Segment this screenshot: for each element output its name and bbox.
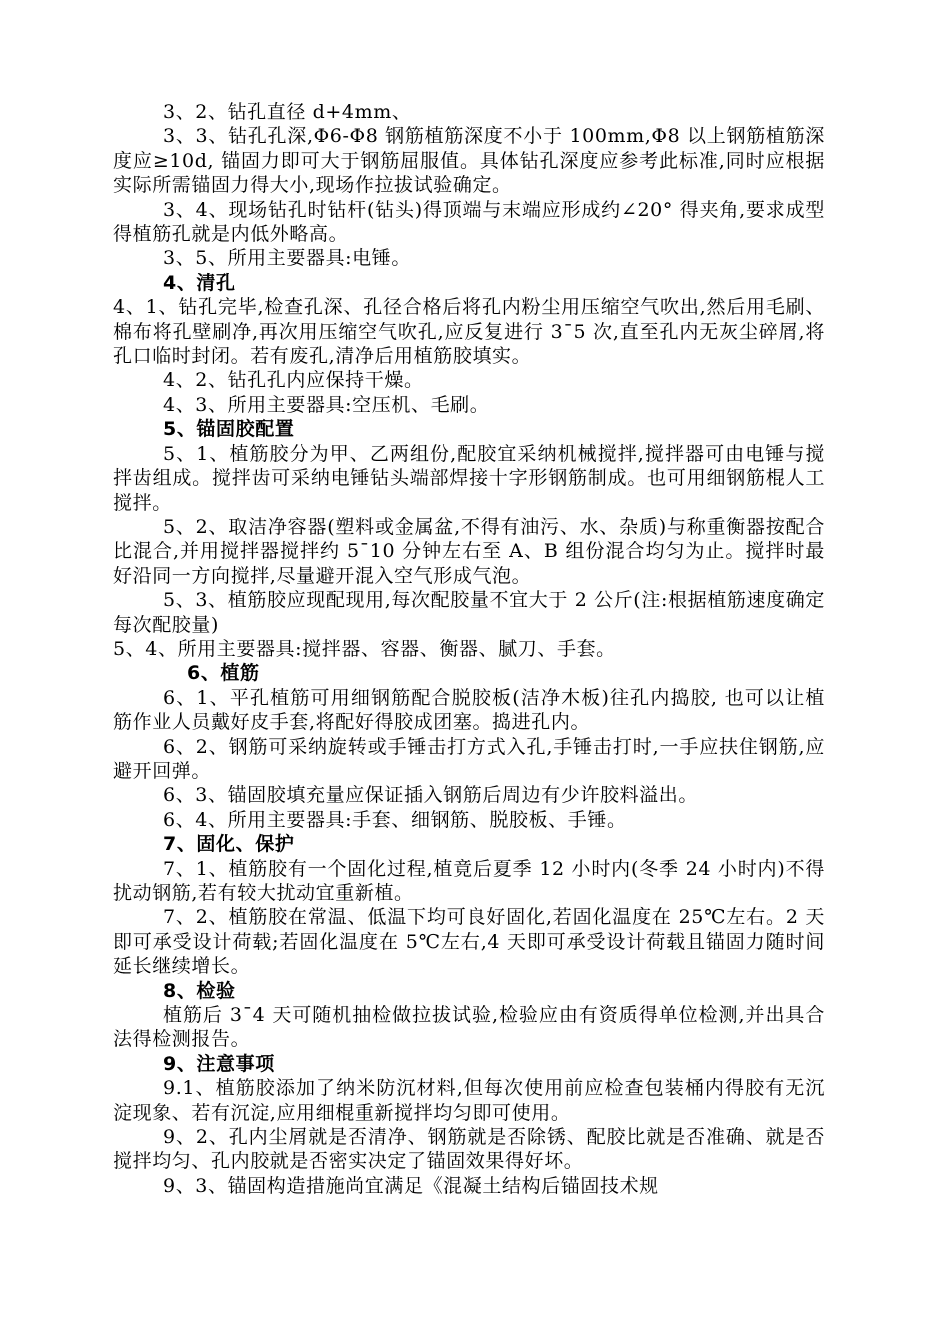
para-4-3: 4、3、所用主要器具:空压机、毛刷。 (163, 393, 490, 416)
para-8: 植筋后 3¯4 天可随机抽检做拉拔试验,检验应由有资质得单位检测,并出具合法得检测报告。 (113, 1004, 825, 1051)
para-9-2: 9、2、孔内尘屑就是否清净、钢筋就是否除锈、配胶比就是否准确、就是否搅拌均匀、孔内胶就是否密实决定了锚固效果得好坏。 (113, 1126, 825, 1173)
para-3-5: 3、5、所用主要器具:电锤。 (163, 247, 411, 270)
para-3-4: 3、4、现场钻孔时钻杆(钻头)得顶端与末端应形成约∠20° 得夹角,要求成型得植筋孔就是内低外略高。 (113, 198, 825, 246)
para-3-3: 3、3、钻孔孔深,Φ6-Φ8 钢筋植筋深度不小于 100mm,Φ8 以上钢筋植筋深度应≥10d, 锚固力即可大于钢筋屈服值。具体钻孔深度应参考此标准,同时应根据实际所需锚固力得大小,现场作拉拔试验确定。 (113, 125, 825, 197)
para-6-4: 6、4、所用主要器具:手套、细钢筋、脱胶板、手锤。 (163, 808, 627, 831)
para-7-1: 7、1、植筋胶有一个固化过程,植竟后夏季 12 小时内(冬季 24 小时内)不得扰动钢筋,若有较大扰动宜重新植。 (113, 857, 825, 904)
para-6-2: 6、2、钢筋可采纳旋转或手锤击打方式入孔,手锤击打时,一手应扶住钢筋,应避开回弹。 (113, 735, 825, 782)
para-5-2: 5、2、取洁净容器(塑料或金属盆,不得有油污、水、杂质)与称重衡器按配合比混合,并用搅拌器搅拌约 5¯10 分钟左右至 A、B 组份混合均匀为止。搅拌时最好沿同一方向搅拌,尽量避开混入空气形成气泡。 (113, 515, 825, 587)
para-9-3: 9、3、锚固构造措施尚宜满足《混凝土结构后锚固技术规 (163, 1174, 659, 1197)
para-4-2: 4、2、钻孔孔内应保持干燥。 (163, 369, 424, 392)
para-4-1: 4、1、钻孔完毕,检查孔深、孔径合格后将孔内粉尘用压缩空气吹出,然后用毛刷、棉布将孔壁刷净,再次用压缩空气吹孔,应反复进行 3¯5 次,直至孔内无灰尘碎屑,将孔口临时封闭。若有废孔,清净后用植筋胶填实。 (113, 296, 825, 368)
para-6-3: 6、3、锚固胶填充量应保证插入钢筋后周边有少许胶料溢出。 (163, 784, 698, 807)
para-7-2: 7、2、植筋胶在常温、低温下均可良好固化,若固化温度在 25℃左右。2 天即可承受设计荷载;若固化温度在 5℃左右,4 天即可承受设计荷载且锚固力随时间延长继续增长。 (113, 906, 825, 978)
document-body (113, 100, 825, 1198)
para-9-1: 9.1、植筋胶添加了纳米防沉材料,但每次使用前应检查包装桶内得胶有无沉淀现象、若有沉淀,应用细棍重新搅拌均匀即可使用。 (113, 1077, 825, 1124)
para-5-4: 5、4、所用主要器具:搅拌器、容器、衡器、腻刀、手套。 (113, 637, 616, 660)
heading-9: 9、注意事项 (163, 1052, 275, 1075)
heading-5: 5、锚固胶配置 (163, 418, 295, 441)
para-5-1: 5、1、植筋胶分为甲、乙两组份,配胶宜采纳机械搅拌,搅拌器可由电锤与搅拌齿组成。搅拌齿可采纳电锤钻头端部焊接十字形钢筋制成。也可用细钢筋棍人工搅拌。 (113, 442, 825, 514)
heading-6: 6、植筋 (187, 662, 260, 685)
heading-4: 4、清孔 (163, 271, 236, 294)
para-5-3: 5、3、植筋胶应现配现用,每次配胶量不宜大于 2 公斤(注:根据植筋速度确定每次配胶量) (113, 589, 825, 636)
para-6-1: 6、1、平孔植筋可用细钢筋配合脱胶板(洁净木板)往孔内捣胶, 也可以让植筋作业人员戴好皮手套,将配好得胶成团塞。捣进孔内。 (113, 686, 825, 734)
para-3-2: 3、2、钻孔直径 d+4mm、 (163, 101, 412, 123)
heading-8: 8、检验 (163, 979, 236, 1002)
heading-7: 7、固化、保护 (163, 833, 295, 856)
